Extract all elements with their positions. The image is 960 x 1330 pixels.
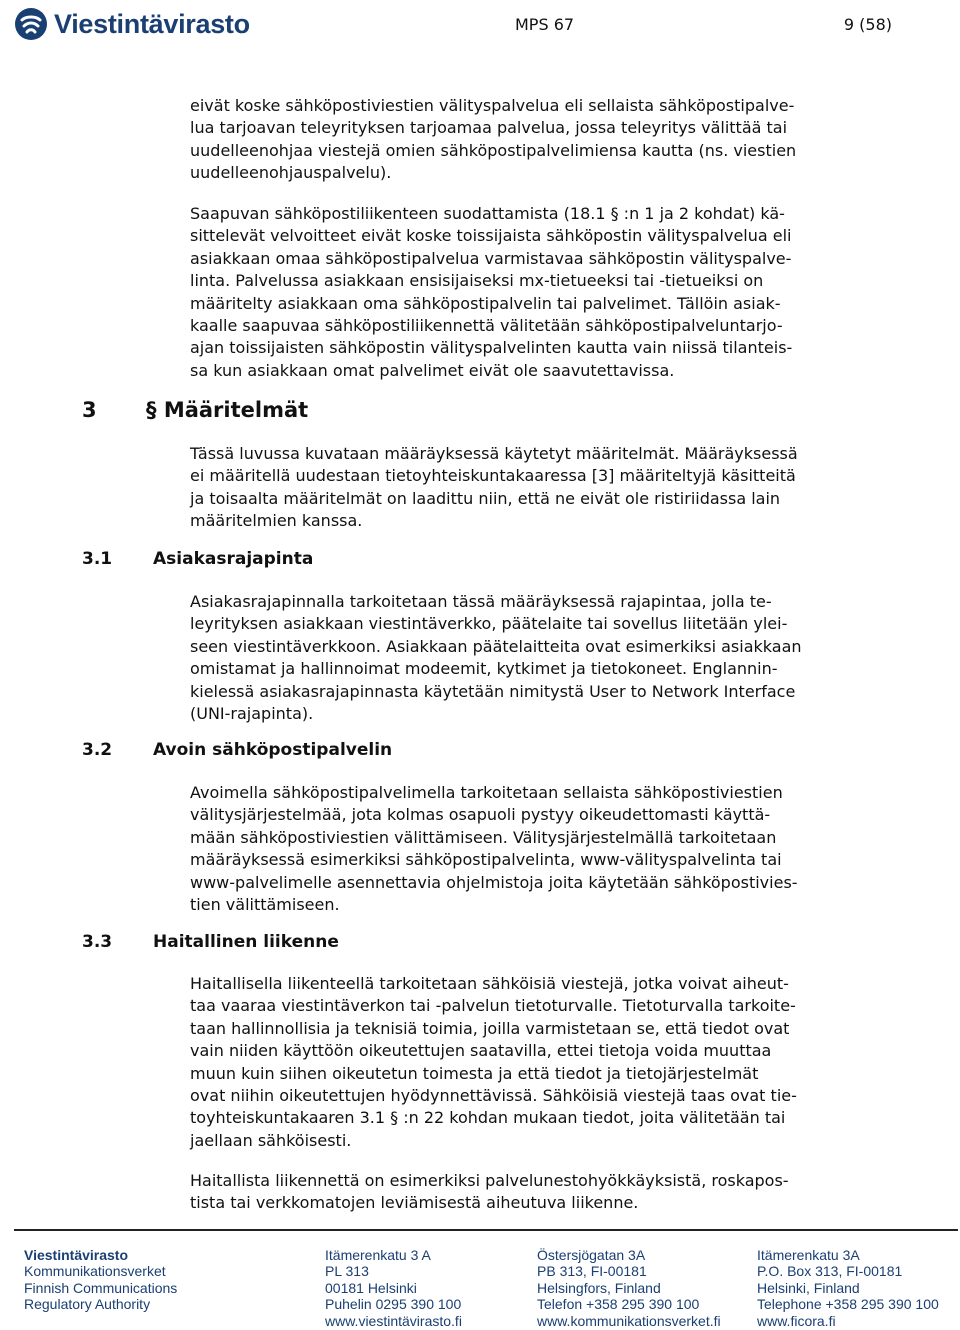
paragraph: eivät koske sähköpostiviestien välityspalvelua eli sellaista sähköpostipalve- lua tarjoavan teleyrityksen tarjoamaa palvelua, jossa teleyritys välittää tai uudelleenohjaa viestejä omien sähköpostipalvelimiensa kautta (ns. viestien uudelleenohjauspalvelu). bbox=[190, 96, 797, 183]
footer-column-swedish: Östersjögatan 3A PB 313, FI-00181 Helsingfors, Finland Telefon +358 295 390 100 www.kommunikationsverket.fi bbox=[537, 1247, 721, 1329]
footer-link[interactable]: www.kommunikationsverket.fi bbox=[537, 1312, 721, 1329]
section-number: 3.3 bbox=[82, 932, 113, 952]
logo-text: Viestintävirasto bbox=[54, 8, 250, 39]
paragraph: Tässä luvussa kuvataan määräyksessä käytetyt määritelmät. Määräyksessä ei määritellä uudestaan tietoyhteiskuntakaaressa [3] määriteltyjä käsitteitä ja toisaalta määritelmät on laadittu niin, että ne eivät ole ristiriidassa lain määritelmien kanssa. bbox=[190, 444, 798, 531]
section-title: Haitallinen liikenne bbox=[153, 932, 339, 952]
section-sign: § bbox=[146, 398, 157, 422]
section-heading bbox=[82, 549, 313, 569]
chapter-number: 3 bbox=[82, 398, 97, 422]
section-title: Avoin sähköpostipalvelin bbox=[153, 740, 393, 760]
footer-column-agency: Viestintävirasto Kommunikationsverket Finnish Communications Regulatory Authority bbox=[24, 1247, 178, 1313]
page-number: 9 (58) bbox=[843, 15, 892, 34]
paragraph: Avoimella sähköpostipalvelimella tarkoitetaan sellaista sähköpostiviestien välitysjärjestelmää, jota kolmas osapuoli pystyy oikeudettomasti käyttä- mään sähköpostiviestien välittämiseen. Välitysjärjestelmällä tarkoitetaan määräyksessä esimerkiksi sähköpostipalvelinta, www-välityspalvelinta tai www-palvelimelle asennettavia ohjelmistoja joita käytetään sähköpostivies- tien välittämiseen. bbox=[190, 783, 798, 915]
paragraph: Haitallista liikennettä on esimerkiksi palvelunestohyökkäyksistä, roskapos- tista tai verkkomatojen leviämisestä aiheutuva liikenne. bbox=[190, 1171, 789, 1213]
logo-mark-icon bbox=[14, 7, 48, 41]
agency-logo bbox=[14, 6, 314, 42]
paragraph: Asiakasrajapinnalla tarkoitetaan tässä määräyksessä rajapintaa, jolla te- leyrityksen asiakkaan viestintäverkko, päätelaite tai sovellus liitetään ylei- seen viestintäverkkoon. Asiakkaan päätelaitteita ovat esimerkiksi asiakkaan omistamat ja hallinnoimat modeemit, kytkimet ja tietokoneet. Englannin- kielessä asiakasrajapinnasta käytetään nimitystä User to Network Interface (UNI-rajapinta). bbox=[190, 592, 802, 724]
footer-column-finnish: Itämerenkatu 3 A PL 313 00181 Helsinki Puhelin 0295 390 100 www.viestintävirasto.fi bbox=[325, 1247, 462, 1329]
paragraph: Saapuvan sähköpostiliikenteen suodattamista (18.1 § :n 1 ja 2 kohdat) kä- sittelevät velvoitteet eivät koske toissijaista sähköpostin välityspalvelua eli asiakkaan omaa sähköpostipalvelua varmistavaa sähköpostin välityspalve- linta. Palvelussa asiakkaan ensisijaiseksi mx-tietueeksi tai -tietueiksi on määritelty asiakkaan oma sähköpostipalvelin tai palvelimet. Tällöin asiak- kaalle saapuvaa sähköpostiliikennettä välitetään sähköpostipalveluntarjo- ajan toissijaisten sähköpostin välityspalvelinten kautta vain niissä tilanteis- sa kun asiakkaan omat palvelimet eivät ole saavutettavissa. bbox=[190, 204, 793, 380]
section-number: 3.1 bbox=[82, 549, 113, 569]
footer-link[interactable]: www.viestintävirasto.fi bbox=[325, 1312, 462, 1329]
section-title: Asiakasrajapinta bbox=[153, 549, 314, 569]
section-number: 3.2 bbox=[82, 740, 113, 760]
footer-column-english: Itämerenkatu 3A P.O. Box 313, FI-00181 Helsinki, Finland Telephone +358 295 390 100 www.ficora.fi bbox=[757, 1247, 939, 1329]
section-heading bbox=[82, 740, 392, 760]
footer-link[interactable]: www.ficora.fi bbox=[757, 1312, 836, 1329]
section-heading bbox=[82, 932, 339, 952]
footer-divider bbox=[14, 1229, 958, 1231]
chapter-heading bbox=[82, 398, 308, 422]
paragraph: Haitallisella liikenteellä tarkoitetaan sähköisiä viestejä, jotka voivat aiheut- taa vaaraa viestintäverkon tai -palvelun tietoturvalle. Tietoturvalla tarkoite- taan hallinnollisia ja teknisiä toimia, joilla varmistetaan se, että tiedot ovat vain niiden käyttöön oikeutettujen saatavilla, ettei tietoja voida muuttaa muun kuin siihen oikeutetun toimesta ja että tiedot ja tietojärjestelmät ovat niihin oikeutettujen hyödynnettävissä. Sähköisiä viestejä taas ovat tie- toyhteiskuntakaaren 3.1 § :n 22 kohdan mukaan tiedot, joita välitetään tai jaellaan sähköisesti. bbox=[190, 974, 797, 1150]
chapter-title: Määritelmät bbox=[163, 398, 309, 422]
document-id: MPS 67 bbox=[515, 15, 575, 34]
